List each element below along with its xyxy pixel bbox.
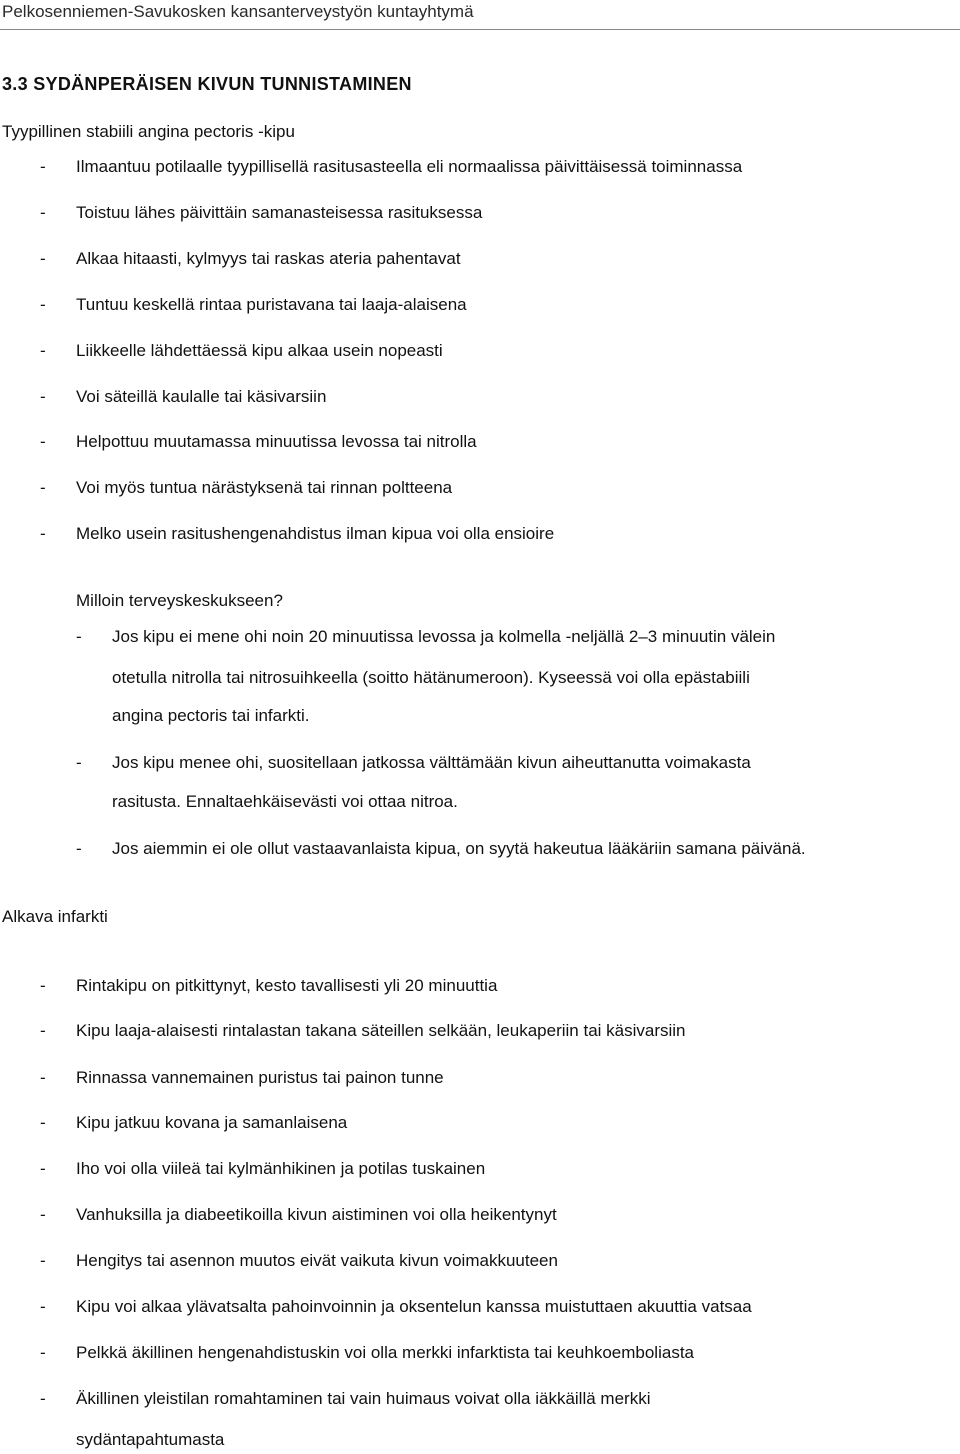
bullet-dash: - [40,203,46,222]
bullet-dash: - [40,432,46,451]
list-item-text: Kipu jatkuu kovana ja samanlaisena [76,1113,348,1132]
bullet-dash: - [40,1159,46,1178]
bullet-dash: - [40,1251,46,1270]
list-item-text: Rintakipu on pitkittynyt, kesto tavallisesti yli 20 minuuttia [76,976,498,995]
bullet-dash: - [40,157,46,176]
bullet-dash: - [40,976,46,995]
bullet-dash: - [40,1113,46,1132]
subsection-title-infarction: Alkava infarkti [2,907,108,926]
document-header: Pelkosenniemen-Savukosken kansanterveystyön kuntayhtymä [2,2,474,21]
list-item-text: Toistuu lähes päivittäin samanasteisessa rasituksessa [76,203,483,222]
bullet-dash: - [40,478,46,497]
bullet-dash: - [40,1343,46,1362]
list-item-text: Pelkkä äkillinen hengenahdistuskin voi olla merkki infarktista tai keuhkoemboliasta [76,1343,694,1362]
bullet-dash: - [40,1205,46,1224]
list-item-text: Hengitys tai asennon muutos eivät vaikuta kivun voimakkuuteen [76,1251,558,1270]
list-item-text: rasitusta. Ennaltaehkäisevästi voi ottaa nitroa. [112,792,458,811]
bullet-dash: - [76,753,82,772]
list-item-text: Rinnassa vannemainen puristus tai painon tunne [76,1068,444,1087]
list-item-text: sydäntapahtumasta [76,1430,225,1449]
list-item-text: Vanhuksilla ja diabeetikoilla kivun aistiminen voi olla heikentynyt [76,1205,557,1224]
bullet-dash: - [40,524,46,543]
list-item-text: Jos aiemmin ei ole ollut vastaavanlaista kipua, on syytä hakeutua lääkäriin samana päivänä. [112,839,806,858]
list-item-text: Liikkeelle lähdettäessä kipu alkaa usein nopeasti [76,341,443,360]
header-divider [0,29,960,30]
bullet-dash: - [40,341,46,360]
list-item-text: Tuntuu keskellä rintaa puristavana tai laaja-alaisena [76,295,467,314]
section-heading: 3.3 SYDÄNPERÄISEN KIVUN TUNNISTAMINEN [2,74,412,94]
list-item-text: Kipu voi alkaa ylävatsalta pahoinvoinnin ja oksentelun kanssa muistuttaen akuuttia vatsaa [76,1297,752,1316]
list-item-text: Melko usein rasitushengenahdistus ilman kipua voi olla ensioire [76,524,555,543]
subsection-title-stable-angina: Tyypillinen stabiili angina pectoris -kipu [2,122,295,141]
list-item-text: otetulla nitrolla tai nitrosuihkeella (soitto hätänumeroon). Kyseessä voi olla epästabiili [112,668,750,687]
list-item-text: Jos kipu menee ohi, suositellaan jatkossa välttämään kivun aiheuttanutta voimakasta [112,753,751,772]
list-item-text: Voi säteillä kaulalle tai käsivarsiin [76,387,327,406]
list-item-text: Iho voi olla viileä tai kylmänhikinen ja potilas tuskainen [76,1159,486,1178]
list-item-text: Voi myös tuntua närästyksenä tai rinnan poltteena [76,478,453,497]
bullet-dash: - [40,295,46,314]
bullet-dash: - [40,1389,46,1408]
list-item-text: Ilmaantuu potilaalle tyypillisellä rasitusasteella eli normaalissa päivittäisessä toiminnassa [76,157,743,176]
list-item-text: Äkillinen yleistilan romahtaminen tai vain huimaus voivat olla iäkkäillä merkki [76,1389,651,1408]
bullet-dash: - [40,1021,46,1040]
list-item-text: Jos kipu ei mene ohi noin 20 minuutissa levossa ja kolmella -neljällä 2–3 minuutin välein [112,627,776,646]
bullet-dash: - [40,249,46,268]
bullet-dash: - [40,387,46,406]
bullet-dash: - [40,1068,46,1087]
bullet-dash: - [76,627,82,646]
bullet-dash: - [40,1297,46,1316]
list-item-text: Helpottuu muutamassa minuutissa levossa tai nitrolla [76,432,477,451]
list-item-text: Alkaa hitaasti, kylmyys tai raskas ateria pahentavat [76,249,461,268]
subsection-title-when: Milloin terveyskeskukseen? [76,591,283,610]
bullet-dash: - [76,839,82,858]
list-item-text: Kipu laaja-alaisesti rintalastan takana säteillen selkään, leukaperiin tai käsivarsiin [76,1021,686,1040]
list-item-text: angina pectoris tai infarkti. [112,706,310,725]
